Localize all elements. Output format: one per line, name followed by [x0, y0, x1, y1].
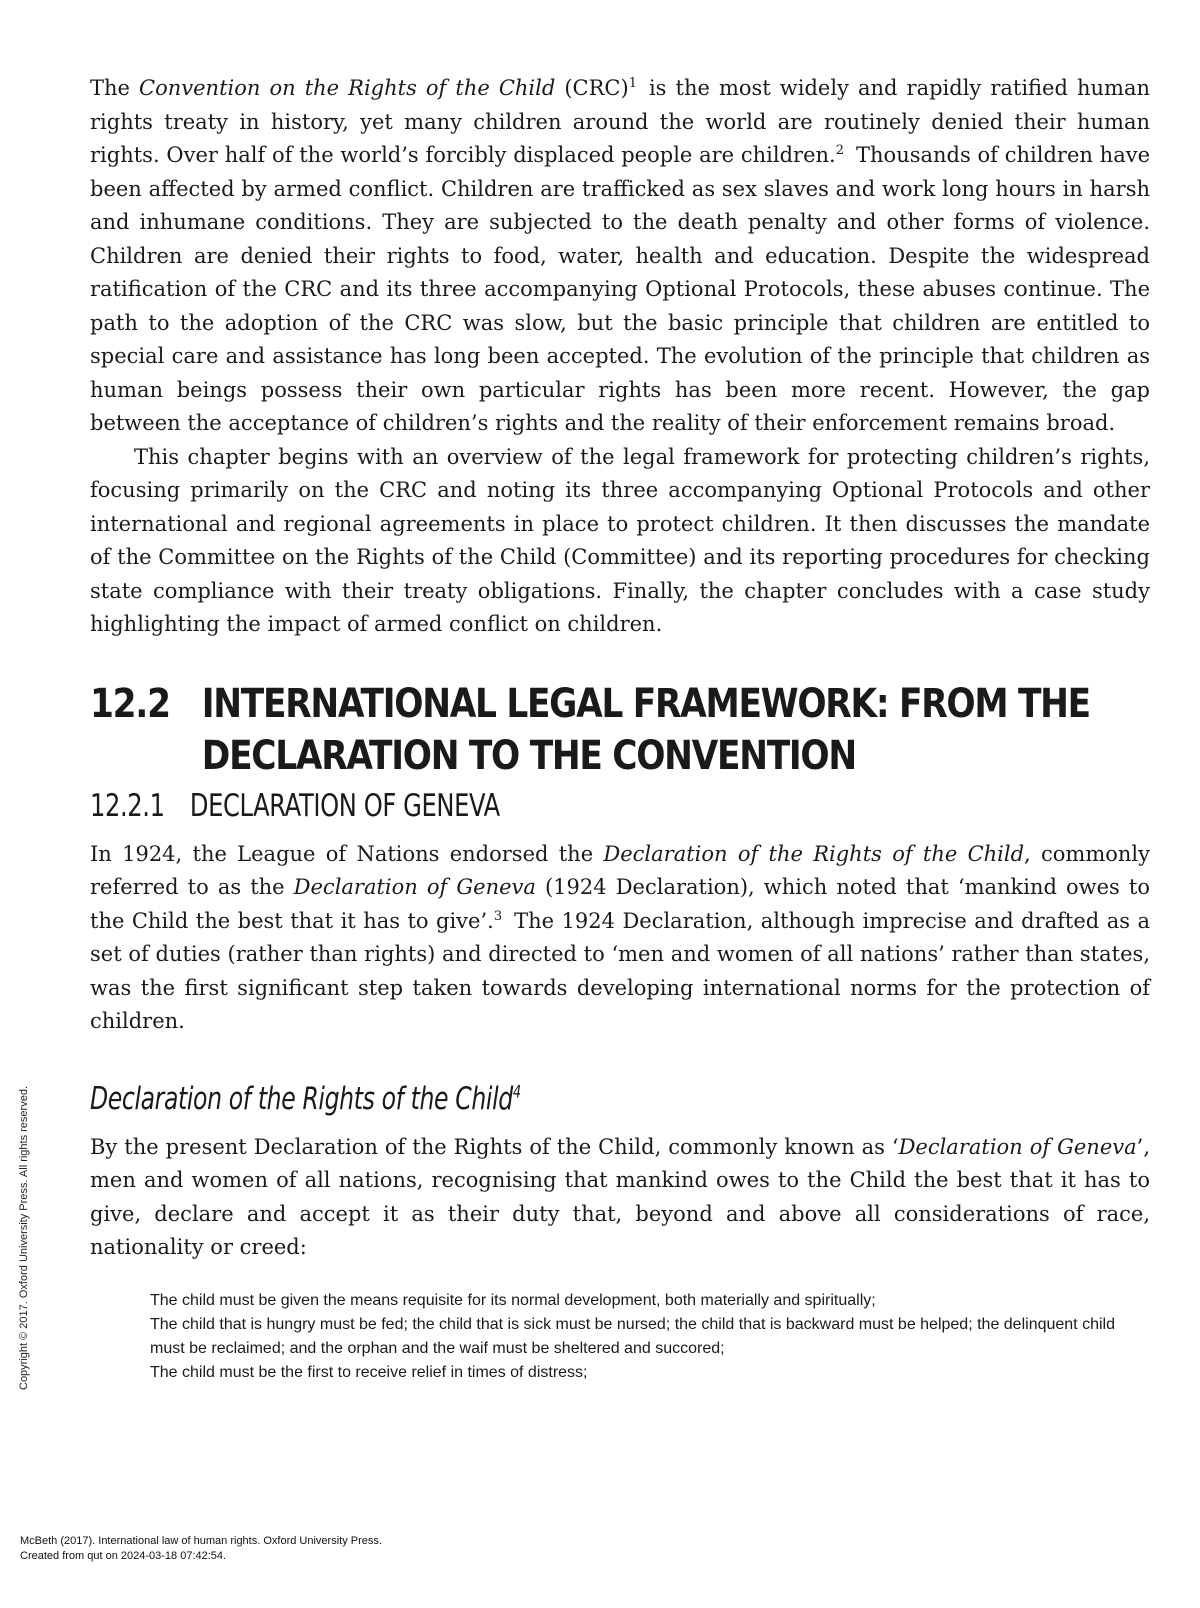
- section-number: 12.2: [90, 680, 170, 727]
- section-heading: [90, 678, 1148, 782]
- footnote-ref-2[interactable]: 2: [835, 143, 845, 158]
- declaration-articles: [150, 1289, 1130, 1385]
- page-content: [90, 72, 1150, 1385]
- citation-line: McBeth (2017). International law of human rights. Oxford University Press.: [20, 1535, 382, 1547]
- subsection-number: 12.2.1: [90, 787, 165, 824]
- created-line: Created from qut on 2024-03-18 07:42:54.: [20, 1550, 227, 1562]
- intro-paragraph-2: This chapter begins with an overview of the legal framework for protecting children’s rights, focusing primarily on the CRC and noting its three accompanying Optional Protocols and other international and regional agreements in place to protect children. It then discusses the mandate of the Committee on the Rights of the Child (Committee) and its reporting procedures for checking state compliance with their treaty obligations. Finally, the chapter concludes with a case study highlighting the impact of armed conflict on children.: [90, 444, 1150, 636]
- subsection-title: DECLARATION OF GENEVA: [189, 787, 500, 824]
- section-title: INTERNATIONAL LEGAL FRAMEWORK: FROM THE DECLARATION TO THE CONVENTION: [201, 680, 1090, 779]
- geneva-title: Declaration of Geneva: [293, 875, 536, 899]
- box-intro-paragraph: By the present Declaration of the Rights of the Child, commonly known as ‘Declaration of Geneva’, men and women of all nations, recognising that mankind owes to the Child the best that it has to give, declare and accept it as their duty that, beyond and above all considerations of race, nationality or creed:: [90, 1134, 1150, 1259]
- crc-title: Convention on the Rights of the Child: [139, 76, 556, 100]
- subsection-heading: [90, 784, 1104, 828]
- footnote-ref-4[interactable]: 4: [512, 1082, 521, 1103]
- footnote-ref-1[interactable]: 1: [628, 76, 637, 91]
- box-geneva-title: Declaration of Geneva: [898, 1134, 1137, 1159]
- footnote-ref-3[interactable]: 3: [493, 908, 503, 924]
- box-heading: Declaration of the Rights of the Child$^4$: [90, 1080, 521, 1117]
- intro-paragraph-1: The Convention on the Rights of the Child (CRC)$^1$ is the most widely and rapidly ratified human rights treaty in history, yet many children around the world are routinely denied their human rights. Over half of the world’s forcibly displaced people are children.$^2$ Thousands of children have been affected by armed conflict. Children are trafficked as sex slaves and work long hours in harsh and inhumane conditions. They are subjected to the death penalty and other forms of violence. Children are denied their rights to food, water, health and education. Despite the widespread ratification of the CRC and its three accompanying Optional Protocols, these abuses continue. The path to the adoption of the CRC was slow, but the basic principle that children are entitled to special care and assistance has long been accepted. The evolution of the principle that children as human beings possess their own particular rights has been more recent. However, the gap between the acceptance of children’s rights and the reality of their enforcement remains broad.: [90, 76, 1151, 435]
- declaration-article: The child must be the first to receive relief in times of distress;: [150, 1363, 588, 1381]
- geneva-paragraph: In 1924, the League of Nations endorsed the Declaration of the Rights of the Child, commonly referred to as the Declaration of Geneva (1924 Declaration), which noted that ‘mankind owes to the Child the best that it has to give’.$^3$ The 1924 Declaration, although imprecise and drafted as a set of duties (rather than rights) and directed to ‘men and women of all nations’ rather than states, was the first significant step taken towards developing international norms for the protection of children.: [90, 841, 1150, 1033]
- copyright-side-note: Copyright © 2017. Oxford University Press. All rights reserved.: [18, 1086, 30, 1390]
- declaration-title: Declaration of the Rights of the Child: [603, 841, 1025, 866]
- declaration-article: The child must be given the means requisite for its normal development, both materially and spiritually;: [150, 1291, 876, 1309]
- page-footer: [20, 1534, 382, 1564]
- declaration-article: The child that is hungry must be fed; the child that is sick must be nursed; the child that is backward must be helped; the delinquent child must be reclaimed; and the orphan and the waif must be sheltered and succored;: [150, 1315, 1115, 1357]
